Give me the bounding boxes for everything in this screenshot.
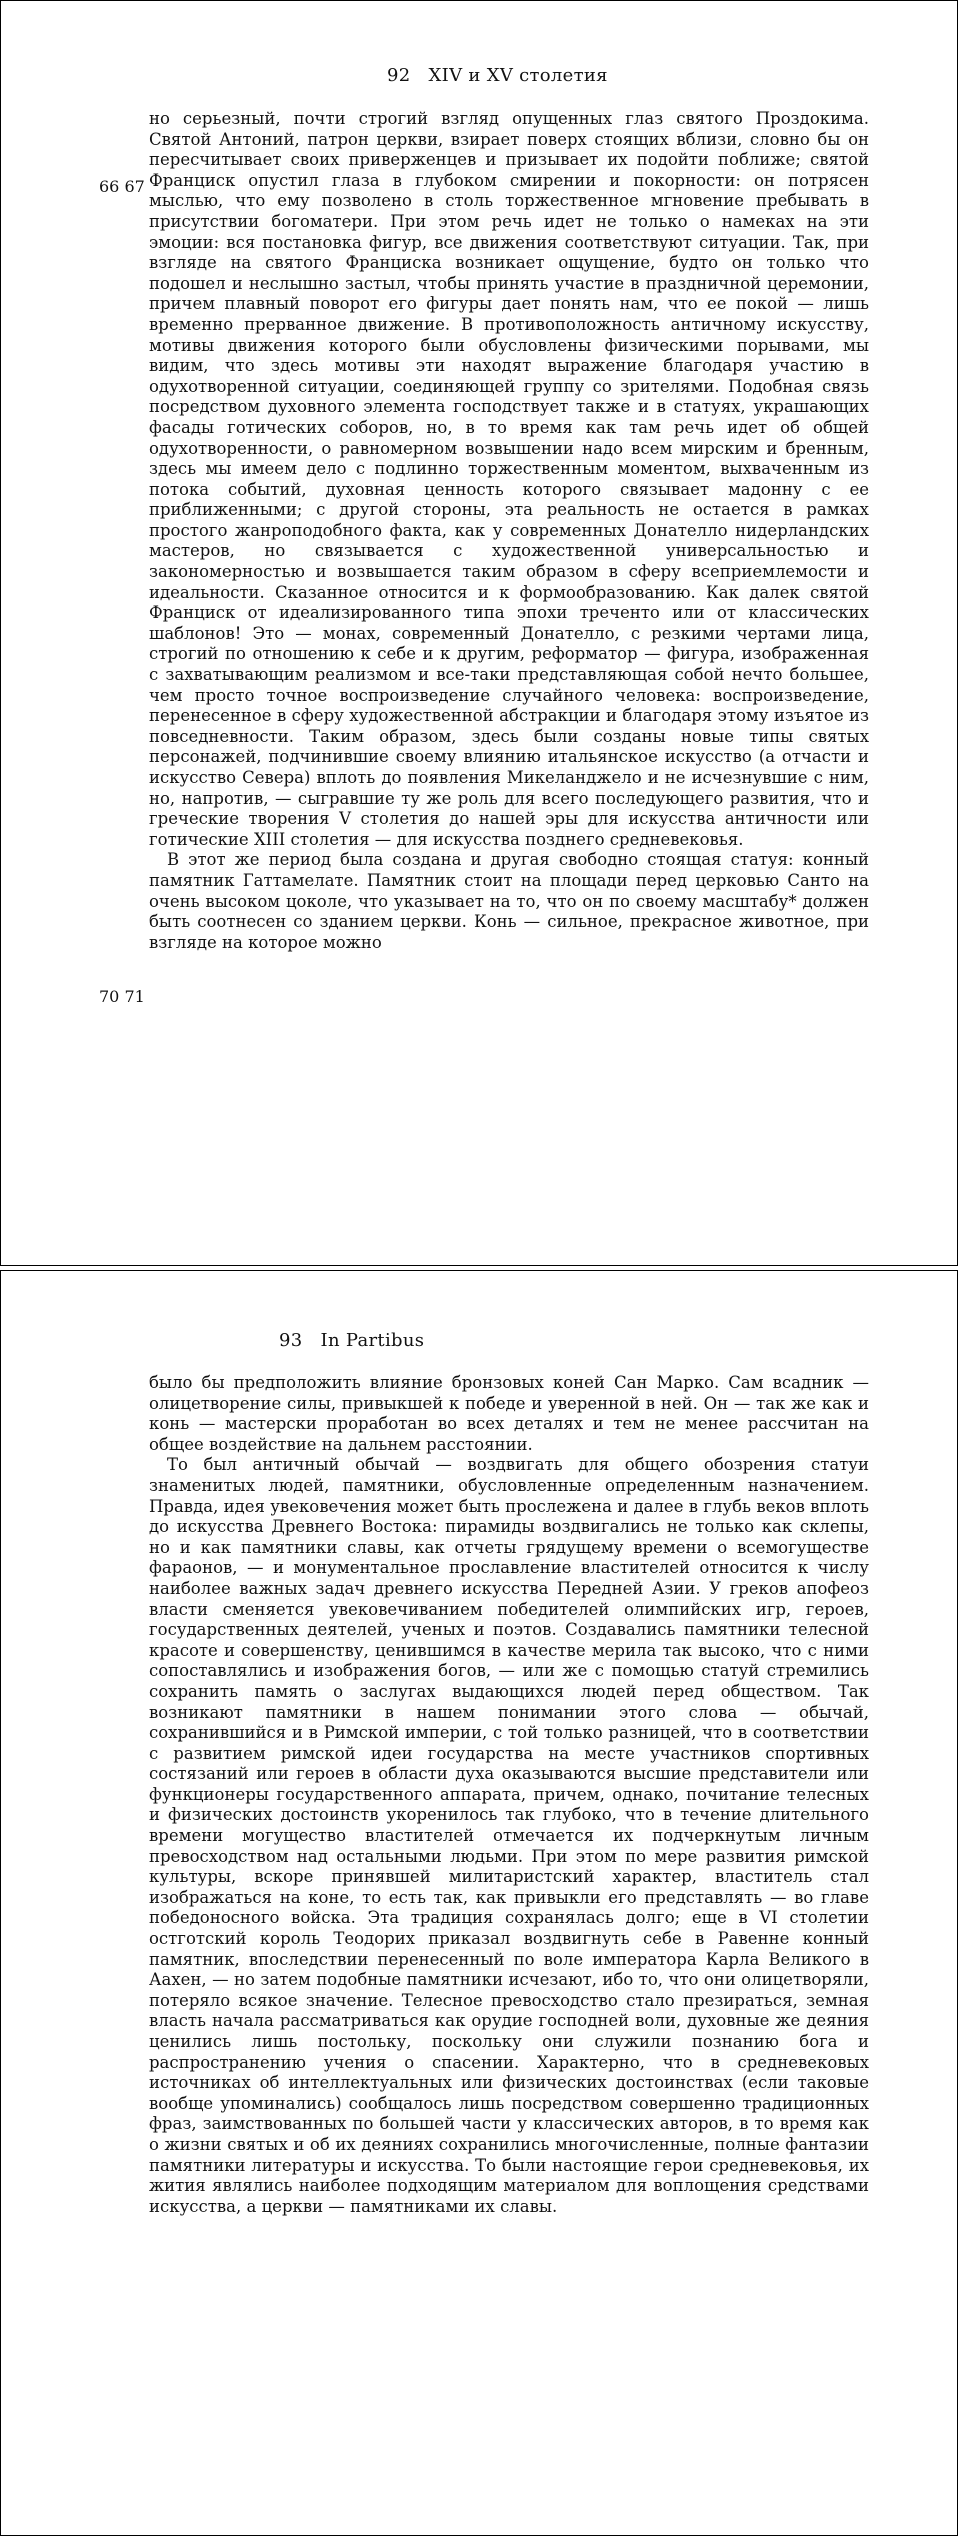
margin-illustration-ref: 66 67	[99, 177, 145, 196]
paragraph: но серьезный, почти строгий взгляд опущенных глаз святого Проздокима. Святой Антоний, патрон церкви, взирает поверх стоящих вблизи, словно бы он пересчитывает своих приверженцев и призывает их подойти поближе; святой Франциск опустил глаза в глубоком смирении и покорности: он потрясен мыслью, что ему позволено в столь торжественное мгновение пребывать в присутствии богоматери. При этом речь идет не только о намеках на эти эмоции: вся постановка фигур, все движения соответствуют ситуации. Так, при взгляде на святого Франциска возникает ощущение, будто он только что подошел и неслышно застыл, чтобы принять участие в праздничной церемонии, причем плавный поворот его фигуры дает понять нам, что ее покой — лишь временно прерванное движение. В противоположность античному искусству, мотивы движения которого были обусловлены физическими порывами, мы видим, что здесь мотивы эти находят выражение благодаря участию в одухотворенной ситуации, соединяющей группу со зрителями. Подобная связь посредством духовного элемента господствует также и в статуях, украшающих фасады готических соборов, но, в то время как там речь идет об общей одухотворенности, о равномерном возвышении надо всем мирским и бренным, здесь мы имеем дело с подлинно торжественным моментом, выхваченным из потока событий, духовная ценность которого связывает мадонну с ее приближенными; с другой стороны, эта реальность не остается в рамках простого жанроподобного факта, как у современных Донателло нидерландских мастеров, но связывается с художественной универсальностью и закономерностью и возвышается таким образом в сферу всеприемлемости и идеальности. Сказанное относится и к формообразованию. Как далек святой Франциск от идеализированного типа эпохи треченто или от классических шаблонов! Это — монах, современный Донателло, с резкими чертами лица, строгий по отношению к себе и к другим, реформатор — фигура, изображенная с захватывающим реализмом и все-таки представляющая собой нечто большее, чем просто точное воспроизведение случайного человека: воспроизведение, перенесенное в сферу художественной абстракции и благодаря этому изъятое из повседневности. Таким образом, здесь были созданы новые типы святых персонажей, подчинившие своему влиянию итальянское искусство (а отчасти и искусство Севера) вплоть до появления Микеланджело и не исчезнувшие с ним, но, напротив, — сыгравшие ту же роль для всего последующего развития, что и греческие творения V столетия до нашей эры для искусства античности или готические XIII столетия — для искусства позднего средневековья.	[149, 109, 869, 849]
page-number: 92	[387, 65, 411, 86]
paragraph: В этот же период была создана и другая свободно стоящая статуя: конный памятник Гаттамелате. Памятник стоит на площади перед церковью Санто на очень высоком цоколе, что указывает на то, что он по своему масштабу* должен быть соотнесен со зданием церкви. Конь — сильное, прекрасное животное, при взгляде на которое можно	[149, 850, 869, 952]
page-93	[0, 1270, 958, 2536]
running-head-title: In Partibus	[320, 1330, 425, 1351]
running-head-title: XIV и XV столетия	[428, 65, 608, 86]
paragraph: было бы предположить влияние бронзовых коней Сан Марко. Сам всадник — олицетворение силы, привыкшей к победе и уверенной в ней. Он — так же как и конь — мастерски проработан во всех деталях и тем не менее рассчитан на общее воздействие на дальнем расстоянии.	[149, 1373, 869, 1454]
body-text	[149, 1373, 869, 2217]
body-text	[149, 109, 869, 953]
running-header	[387, 65, 608, 86]
page-92	[0, 0, 958, 1266]
page-number: 93	[279, 1330, 303, 1351]
margin-illustration-ref: 70 71	[99, 987, 145, 1006]
running-header	[279, 1330, 424, 1351]
paragraph: То был античный обычай — воздвигать для общего обозрения статуи знаменитых людей, памятники, обусловленные определенным назначением. Правда, идея увековечения может быть прослежена и далее в глубь веков вплоть до искусства Древнего Востока: пирамиды воздвигались не только как склепы, но и как памятники славы, как отчеты грядущему времени о всемогуществе фараонов, — и монументальное прославление властителей относится к числу наиболее важных задач древнего искусства Передней Азии. У греков апофеоз власти сменяется увековечиванием победителей олимпийских игр, героев, государственных деятелей, ученых и поэтов. Создавались памятники телесной красоте и совершенству, ценившимся в качестве мерила так высоко, что с ними сопоставлялись и изображения богов, — или же с помощью статуй стремились сохранить память о заслугах выдающихся людей перед обществом. Так возникают памятники в нашем понимании этого слова — обычай, сохранившийся и в Римской империи, с той только разницей, что в соответствии с развитием римской идеи государства на месте участников спортивных состязаний или героев в области духа оказываются высшие представители или функционеры государственного аппарата, причем, однако, почитание телесных и физических достоинств укоренилось так глубоко, что в течение длительного времени могущество властителей отмечается их подчеркнутым личным превосходством над остальными людьми. При этом по мере развития римской культуры, вскоре принявшей милитаристский характер, властитель стал изображаться на коне, то есть так, как привыкли его представлять — во главе победоносного войска. Эта традиция сохранялась долго; еще в VI столетии остготский король Теодорих приказал воздвигнуть себе в Равенне конный памятник, впоследствии перенесенный по воле императора Карла Великого в Аахен, — но затем подобные памятники исчезают, ибо то, что они олицетворяли, потеряло всякое значение. Телесное превосходство стало презираться, земная власть начала рассматриваться как орудие господней воли, духовные же деяния ценились лишь постольку, поскольку они служили познанию бога и распространению учения о спасении. Характерно, что в средневековых источниках об интеллектуальных или физических достоинствах (если таковые вообще упоминались) сообщалось лишь посредством совершенно традиционных фраз, заимствованных по большей части у классических авторов, в то время как о жизни святых и об их деяниях сохранились многочисленные, полные фантазии памятники литературы и искусства. То были настоящие герои средневековья, их жития являлись наиболее подходящим материалом для воплощения средствами искусства, а церкви — памятниками их славы.	[149, 1455, 869, 2216]
